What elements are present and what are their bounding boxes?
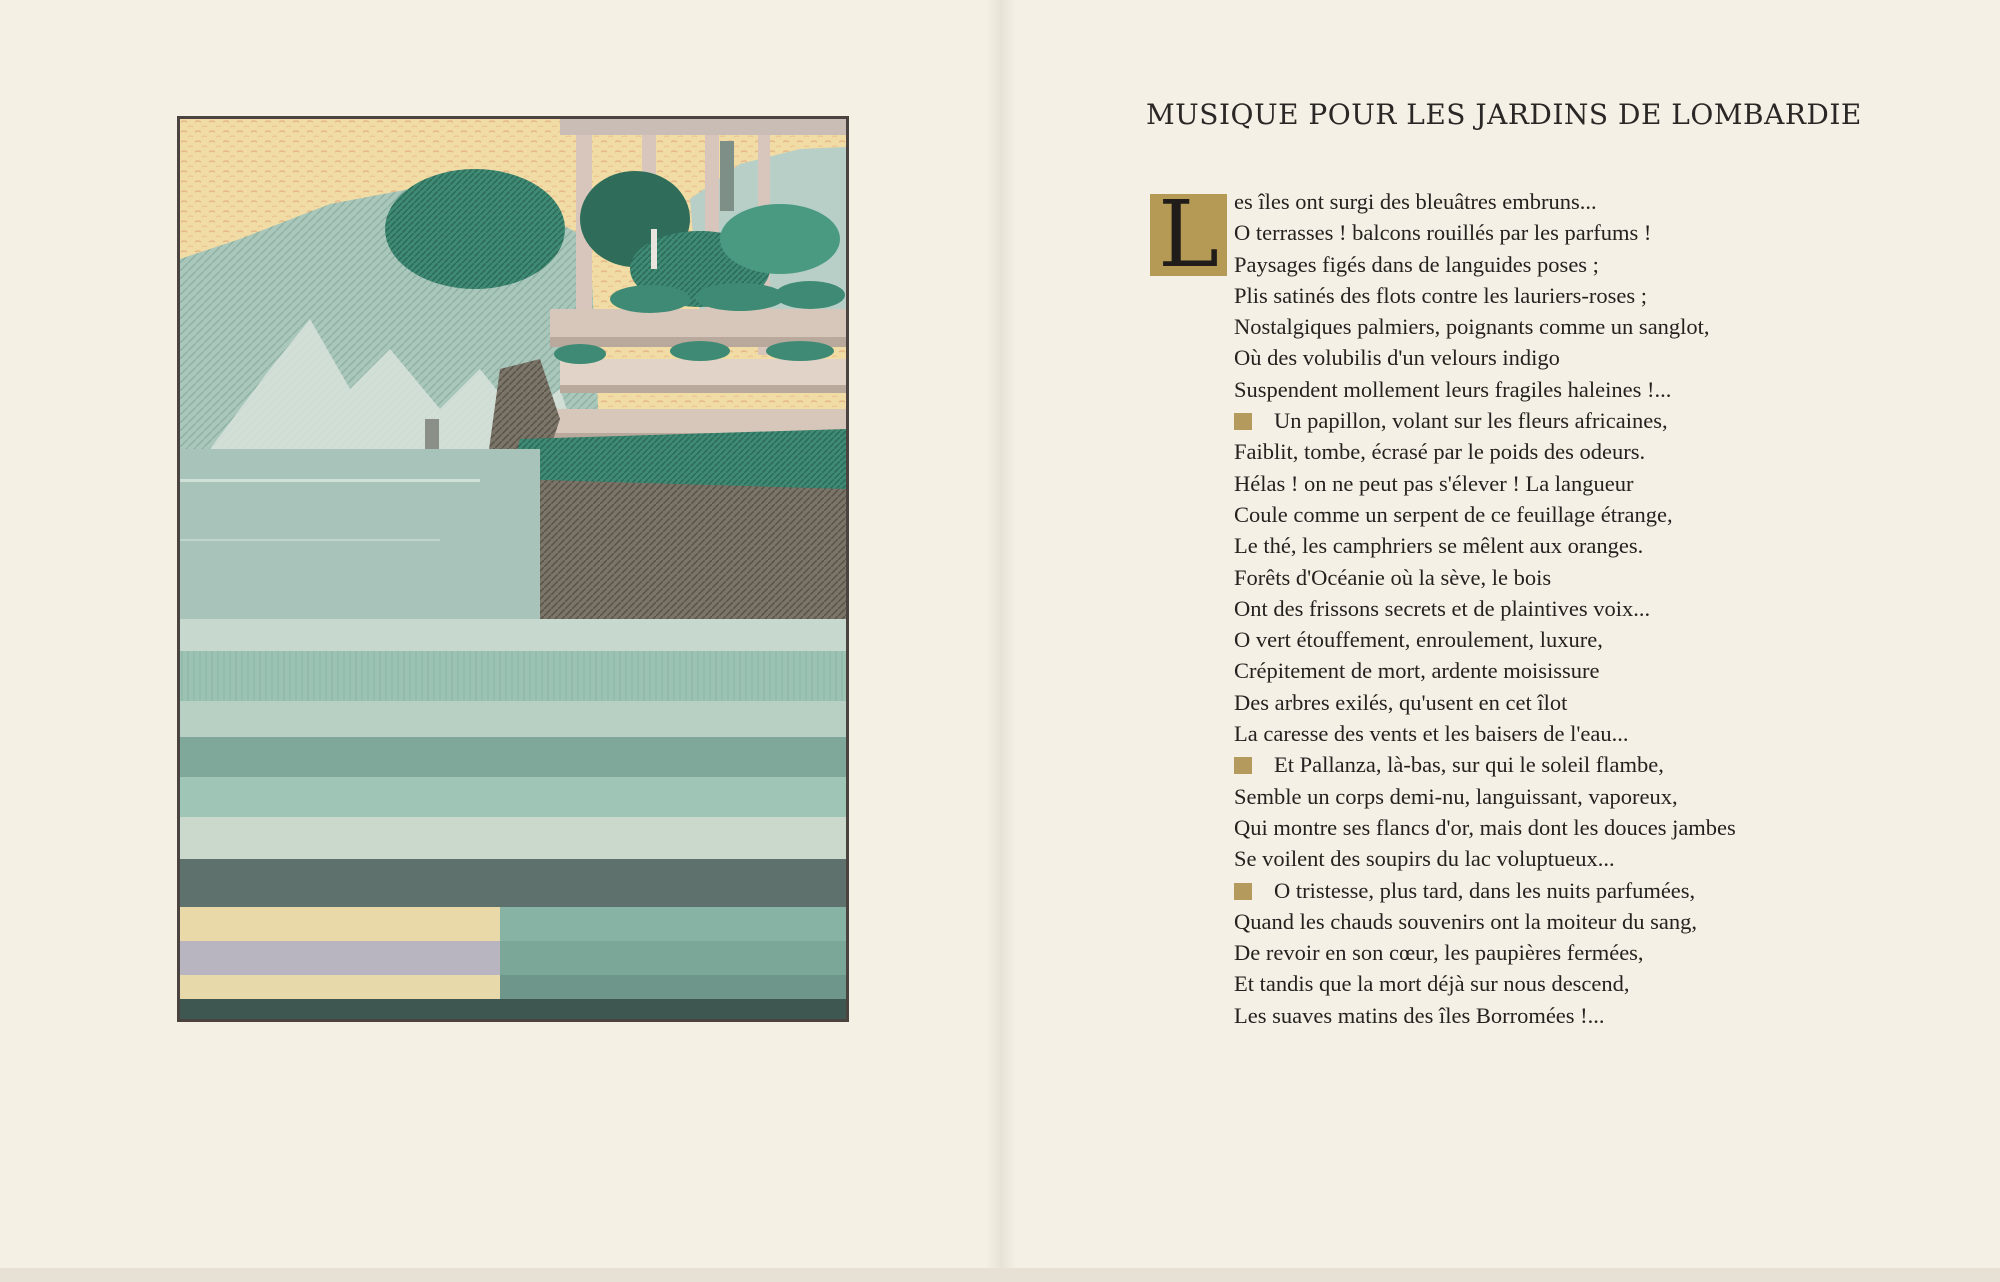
poem-body <box>1234 186 1854 1031</box>
poem-line: O tristesse, plus tard, dans les nuits parfumées, <box>1234 875 1854 906</box>
woodcut-illustration <box>177 116 849 1022</box>
stanza-marker-icon <box>1234 413 1252 430</box>
page-bottom-edge <box>0 1268 2000 1282</box>
poem-line: O terrasses ! balcons rouillés par les parfums ! <box>1234 220 1652 246</box>
lake-garden-picture <box>180 119 846 1019</box>
poem-line: Semble un corps demi-nu, languissant, vaporeux, <box>1234 783 1678 809</box>
poem-line: Un papillon, volant sur les fleurs africaines, <box>1234 405 1854 436</box>
poem-line: O vert étouffement, enroulement, luxure, <box>1234 627 1603 653</box>
poem-line: Forêts d'Océanie où la sève, le bois <box>1234 564 1552 590</box>
poem-line: Crépitement de mort, ardente moisissure <box>1234 658 1600 684</box>
poem-line: Faiblit, tombe, écrasé par le poids des odeurs. <box>1234 439 1646 465</box>
poem-line: Et tandis que la mort déjà sur nous descend, <box>1234 971 1630 997</box>
poem-line: Quand les chauds souvenirs ont la moiteur du sang, <box>1234 908 1698 934</box>
stanza-marker-icon <box>1234 757 1252 774</box>
poem-line: De revoir en son cœur, les paupières fermées, <box>1234 940 1644 966</box>
poem-line: Coule comme un serpent de ce feuillage étrange, <box>1234 501 1673 527</box>
drop-cap-letter: L <box>1150 194 1227 276</box>
poem-line: Se voilent des soupirs du lac voluptueux... <box>1234 846 1615 872</box>
poem-line: es îles ont surgi des bleuâtres embruns... <box>1234 189 1597 214</box>
poem-title: MUSIQUE POUR LES JARDINS DE LOMBARDIE <box>1146 98 1862 131</box>
poem-line: Plis satinés des flots contre les lauriers-roses ; <box>1234 282 1648 308</box>
poem-line: Hélas ! on ne peut pas s'élever ! La langueur <box>1234 470 1634 496</box>
poem-line: La caresse des vents et les baisers de l'eau... <box>1234 721 1629 747</box>
poem-line: Les suaves matins des îles Borromées !... <box>1234 1002 1605 1028</box>
poem-line: Suspendent mollement leurs fragiles haleines !... <box>1234 376 1672 402</box>
poem-line: Nostalgiques palmiers, poignants comme un sanglot, <box>1234 314 1710 340</box>
book-gutter <box>986 0 1016 1282</box>
poem-line: Ont des frissons secrets et de plaintives voix... <box>1234 595 1651 621</box>
poem-line: Où des volubilis d'un velours indigo <box>1234 345 1560 371</box>
poem-line: Et Pallanza, là-bas, sur qui le soleil flambe, <box>1234 749 1854 780</box>
poem-line: Paysages figés dans de languides poses ; <box>1234 251 1599 277</box>
stanza-marker-icon <box>1234 883 1252 900</box>
poem-line: Le thé, les camphriers se mêlent aux oranges. <box>1234 533 1644 559</box>
poem-line: Des arbres exilés, qu'usent en cet îlot <box>1234 689 1568 715</box>
poem-line: Qui montre ses flancs d'or, mais dont les douces jambes <box>1234 814 1736 840</box>
